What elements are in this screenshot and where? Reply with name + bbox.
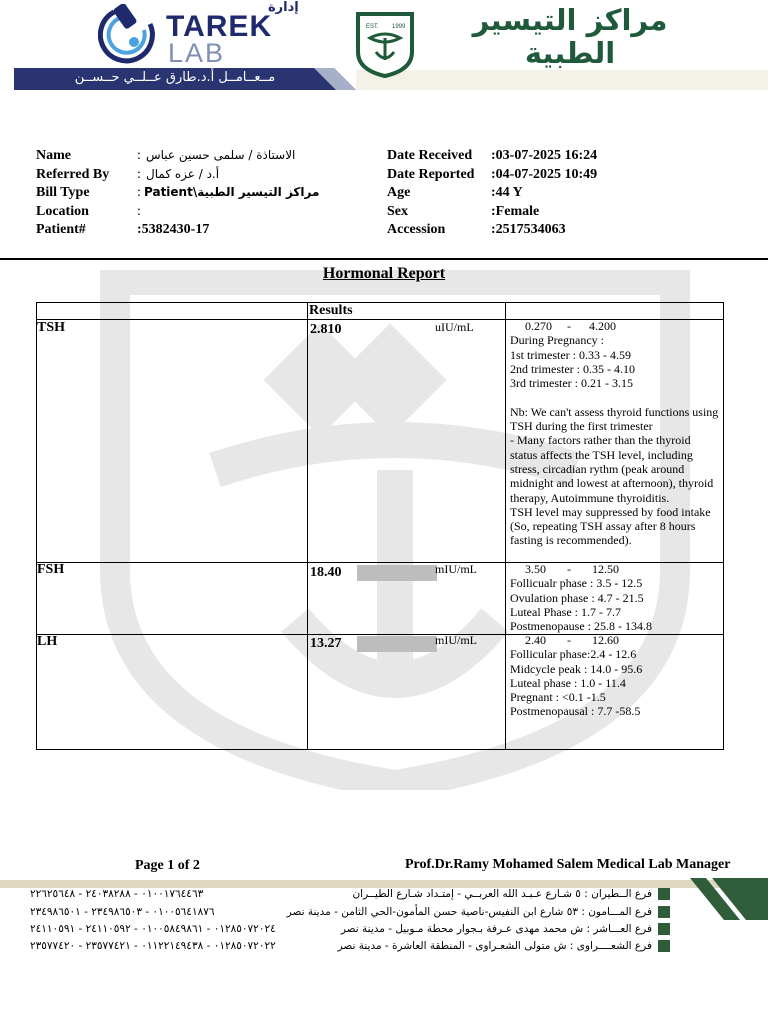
lab-name-secondary: LAB	[168, 38, 226, 68]
range-value: 2.40 - 12.60	[525, 633, 619, 647]
bill-type-value: Patient\مراكز التيسير الطبية	[144, 185, 320, 199]
referred-by-label: Referred By	[36, 166, 110, 182]
ref-note: 3rd trimester : 0.21 - 3.15	[510, 376, 633, 391]
lab-name-primary: TAREK	[166, 10, 273, 43]
branch-phones: ٠١٢٨٥٠٧٢٠٢٤ - ٠١٠٠٥٨٤٩٨٦١ - ٢٤١١٠٥٩٢ - ٢٤١١٠٥٩١	[30, 923, 276, 935]
range-value: 0.270 - 4.200	[525, 319, 616, 333]
flask-logo-icon	[98, 4, 160, 66]
colon: :	[137, 166, 141, 182]
test-unit-lh: mIU/mL	[435, 633, 477, 647]
results-table	[36, 302, 724, 750]
date-reported-value: :04-07-2025 10:49	[491, 166, 598, 182]
location-pin-icon	[658, 940, 670, 952]
ref-note: 2nd trimester : 0.35 - 4.10	[510, 361, 635, 376]
bill-type-label: Bill Type	[36, 185, 90, 200]
header-divider	[0, 258, 768, 260]
ref-note: Follicualr phase : 3.5 - 12.5	[510, 576, 643, 591]
location-pin-icon	[658, 923, 670, 935]
branch-phones: ٠١٠٠٥٦٤١٨٧٦ - ٢٣٤٩٨٦٥٠٣ - ٢٣٤٩٨٦٥٠١	[30, 906, 215, 918]
test-unit-fsh: mIU/mL	[435, 562, 477, 576]
abnormal-highlight	[357, 636, 437, 652]
tarek-lab-logo	[98, 2, 298, 66]
column-divider	[307, 303, 308, 749]
accession-text: 2517534063	[495, 222, 566, 237]
branch-address-row	[30, 886, 670, 902]
test-name-lh: LH	[37, 634, 58, 649]
ref-note: Luteal Phase : 1.7 - 7.7	[510, 604, 621, 619]
colon: :	[137, 203, 141, 219]
referred-by-value: أ.د / عزه كمال	[146, 166, 220, 181]
test-value-fsh: 18.40	[310, 565, 342, 580]
lab-admin-label: إدارة	[268, 0, 299, 15]
patient-number-text: 5382430-17	[141, 222, 210, 237]
ref-note: Postmenopausal : 7.7 -58.5	[510, 704, 641, 719]
column-divider	[505, 303, 506, 749]
sex-label: Sex	[387, 203, 408, 219]
reference-range-lh	[510, 633, 720, 719]
ref-note: Nb: We can't assess thyroid functions using TSH during the first trimester	[510, 404, 719, 434]
report-header	[0, 0, 768, 95]
date-reported-label: Date Reported	[387, 166, 475, 182]
age-label: Age	[387, 185, 411, 200]
test-unit-tsh: uIU/mL	[435, 320, 474, 334]
location-pin-icon	[658, 906, 670, 918]
sex-value: :Female	[491, 203, 540, 219]
ref-note	[510, 390, 720, 404]
ref-note: 1st trimester : 0.33 - 4.59	[510, 347, 631, 362]
test-value-lh: 13.27	[310, 636, 342, 651]
date-reported-text: 04-07-2025 10:49	[495, 166, 598, 182]
seal-year-text: 1999	[392, 24, 406, 30]
location-label: Location	[36, 203, 89, 219]
age-value: :44 Y	[491, 185, 523, 200]
patient-name-value: الاستاذة / سلمى حسين عباس	[146, 148, 296, 162]
lab-banner-text: مــعــامــل أ.د.طارق عــلــي حــســن	[74, 70, 276, 85]
medical-center-name: مراكز التيسير الطبية	[472, 3, 668, 70]
ref-note: Luteal phase : 1.0 - 11.4	[510, 675, 626, 690]
ref-note: TSH level may suppressed by food intake (So, repeating TSH assay after 8 hours fasting is recommended).	[510, 504, 711, 548]
colon: :	[137, 185, 141, 200]
patient-number-label: Patient#	[36, 222, 86, 237]
ref-note: Midcycle peak : 14.0 - 95.6	[510, 661, 643, 676]
date-received-value: :03-07-2025 16:24	[491, 148, 598, 163]
branch-address-row	[30, 904, 670, 920]
results-header: Results	[309, 303, 353, 318]
age-text: 44 Y	[495, 185, 523, 200]
range-value: 3.50 - 12.50	[525, 562, 619, 576]
taysir-seal-logo	[350, 8, 420, 78]
patient-info-right	[387, 148, 687, 240]
ref-note: Follicular phase:2.4 - 12.6	[510, 647, 637, 662]
branch-address: فرع العـــاشر : ش محمد مهدى عـرفة بـجوار محطة مـوبيل - مدينة نصر	[340, 923, 652, 935]
date-received-text: 03-07-2025 16:24	[495, 148, 598, 163]
ref-note: Pregnant : <0.1 -1.5	[510, 690, 606, 705]
branch-phones: ٠١٢٨٥٠٧٢٠٢٢ - ٠١١٢٢١٤٩٤٣٨ - ٢٣٥٧٧٤٢١ - ٢٣٥٧٧٤٢٠	[30, 940, 276, 952]
ref-note: - Many factors rather than the thyroid status affects the TSH level, including stress, circadian rythm (peak around midnight and lowest at afternoon), thyroid therapy, Autoimmune thyroiditis.	[510, 433, 714, 505]
date-received-label: Date Received	[387, 148, 473, 163]
reference-range-tsh	[510, 319, 720, 548]
branch-phones: ٠١٠٠١٧٦٤٤٦٣ - ٢٤٠٣٨٢٨٨ - ٢٢٦٢٥٦٤٨	[30, 888, 204, 900]
report-title: Hormonal Report	[322, 265, 446, 282]
branch-address-row	[30, 921, 670, 937]
page-number: Page 1 of 2	[135, 858, 200, 873]
branch-address: فرع المـــامون : ٥٣ شارع ابن النفيس-ناصية حسن المأمون-الحي الثامن - مدينة نصر	[286, 906, 652, 918]
name-label: Name	[36, 148, 71, 163]
accession-label: Accession	[387, 222, 446, 237]
ref-note: Ovulation phase : 4.7 - 21.5	[510, 590, 644, 605]
branch-address: فرع الشعــــراوى : ش متولى الشعـراوى - المنطقة العاشرة - مدينة نصر	[337, 940, 652, 952]
test-value-tsh: 2.810	[310, 322, 342, 337]
seal-est-text: EST.	[366, 24, 379, 30]
test-name-tsh: TSH	[37, 320, 66, 335]
accession-value: :2517534063	[491, 222, 566, 237]
abnormal-highlight	[357, 565, 437, 581]
test-name-fsh: FSH	[37, 562, 65, 577]
ref-note: Postmenopause : 25.8 - 134.8	[510, 619, 652, 634]
patient-number-value: :5382430-17	[137, 222, 210, 237]
branch-address-row	[30, 938, 670, 954]
location-pin-icon	[658, 888, 670, 900]
lab-manager-signature: Prof.Dr.Ramy Mohamed Salem Medical Lab Manager	[405, 857, 731, 872]
branch-address: فرع الــطيران : ٥ شـارع عـبـد الله العربــي - إمتـداد شـارع الطيــران	[352, 888, 652, 900]
reference-range-fsh	[510, 562, 720, 633]
colon: :	[137, 148, 141, 163]
ref-note: During Pregnancy :	[510, 333, 604, 348]
sex-text: Female	[495, 203, 540, 219]
patient-info-left	[36, 148, 376, 240]
footer-stripes-decoration	[690, 878, 768, 920]
